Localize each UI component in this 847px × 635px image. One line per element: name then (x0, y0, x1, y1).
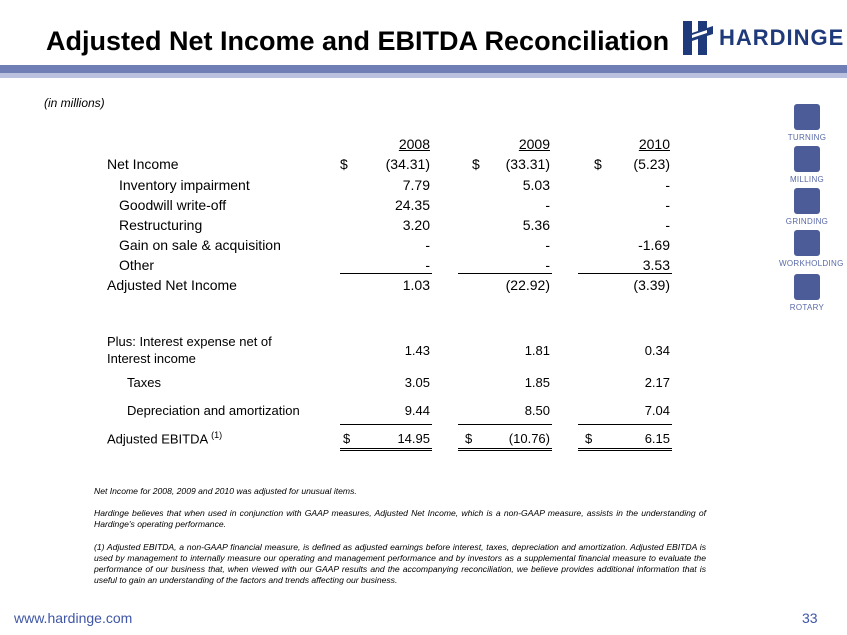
total-rule (458, 450, 552, 451)
row-value: - (545, 237, 550, 253)
row-label: Other (119, 257, 155, 273)
row-label: Plus: Interest expense net of (107, 334, 272, 349)
currency-sign: $ (472, 156, 480, 172)
row-value: 6.15 (644, 431, 670, 446)
row-value: (3.39) (633, 277, 670, 293)
row-value: 0.34 (644, 343, 670, 358)
ebitda-label: Adjusted EBITDA (107, 431, 208, 447)
year-header: 2008 (398, 136, 430, 152)
currency-sign: $ (594, 156, 602, 172)
row-value: - (545, 257, 550, 273)
row-value: - (425, 237, 430, 253)
subtotal-rule (458, 273, 552, 274)
row-label (107, 430, 222, 446)
year-header: 2009 (518, 136, 550, 152)
header-band (0, 65, 847, 73)
side-item-milling[interactable]: MILLING (779, 146, 835, 184)
row-label: Interest income (107, 351, 196, 366)
row-value: 24.35 (394, 197, 430, 213)
row-value: - (545, 197, 550, 213)
units-note: (in millions) (44, 96, 105, 110)
milling-icon (794, 146, 820, 172)
row-value: (34.31) (385, 156, 430, 172)
row-value: (33.31) (505, 156, 550, 172)
currency-sign: $ (585, 431, 593, 446)
hardinge-logo[interactable] (683, 20, 844, 56)
page-number: 33 (802, 610, 818, 626)
row-value: 7.79 (402, 177, 430, 193)
row-label: Depreciation and amortization (127, 403, 300, 418)
row-value: 5.03 (522, 177, 550, 193)
row-value: 3.53 (642, 257, 670, 273)
side-item-turning[interactable]: TURNING (779, 104, 835, 142)
page-title: Adjusted Net Income and EBITDA Reconciliation (46, 26, 670, 56)
row-label: Adjusted Net Income (107, 277, 237, 293)
row-value: 3.05 (404, 375, 430, 390)
subtotal-rule (340, 424, 432, 425)
side-item-rotary[interactable]: ROTARY (779, 274, 835, 312)
side-item-grinding[interactable]: GRINDING (779, 188, 835, 226)
row-label: Net Income (107, 156, 179, 172)
row-value: - (665, 217, 670, 233)
row-value: 1.85 (524, 375, 550, 390)
note-adjusted: Net Income for 2008, 2009 and 2010 was adjusted for unusual items. (94, 486, 357, 496)
side-item-workholding[interactable]: WORKHOLDING (779, 230, 835, 268)
row-value: - (665, 177, 670, 193)
logo-text: HARDINGE (719, 25, 845, 50)
row-value: (10.76) (508, 431, 550, 446)
row-label: Restructuring (119, 217, 203, 233)
row-value: 3.20 (402, 217, 430, 233)
workholding-icon (794, 230, 820, 256)
note-ebitda-definition: (1) Adjusted EBITDA, a non-GAAP financial measure, is defined as adjusted earnings before interest, taxes, depreciation and amortization. Adjusted EBITDA is used by management to internally measure our operating and management performance and by investors as a supplemental financial measure to evaluate the performance of our business that, when viewed with our GAAP results and the accompanying reconciliation, we believe provides additional information that is useful to gain an understanding of the factors and trends affecting our business. (94, 542, 706, 585)
row-value: - (425, 257, 430, 273)
row-value: 1.03 (402, 277, 430, 293)
hardinge-logo-icon (683, 21, 713, 55)
total-rule (458, 448, 552, 449)
year-header: 2010 (638, 136, 670, 152)
currency-sign: $ (343, 431, 351, 446)
row-value: 1.81 (524, 343, 550, 358)
row-value: 9.44 (404, 403, 430, 418)
row-value: 2.17 (644, 375, 670, 390)
row-value: 7.04 (644, 403, 670, 418)
footnote-ref: (1) (211, 430, 223, 440)
subtotal-rule (578, 424, 672, 425)
turning-icon (794, 104, 820, 130)
note-non-gaap: Hardinge believes that when used in conjunction with GAAP measures, Adjusted Net Income, which is a non-GAAP measure, assists in the understanding of Hardinge's operating performance. (94, 508, 706, 529)
total-rule (578, 448, 672, 449)
subtotal-rule (458, 424, 552, 425)
total-rule (578, 450, 672, 451)
row-value: -1.69 (638, 237, 670, 253)
row-value: 1.43 (404, 343, 430, 358)
row-label: Goodwill write-off (119, 197, 227, 213)
row-label: Inventory impairment (119, 177, 250, 193)
currency-sign: $ (340, 156, 348, 172)
total-rule (340, 450, 432, 451)
rotary-icon (794, 274, 820, 300)
row-value: (5.23) (633, 156, 670, 172)
subtotal-rule (578, 273, 672, 274)
row-value: (22.92) (505, 277, 550, 293)
row-label: Gain on sale & acquisition (119, 237, 281, 253)
row-value: 14.95 (397, 431, 430, 446)
row-value: 8.50 (524, 403, 550, 418)
currency-sign: $ (465, 431, 473, 446)
row-value: 5.36 (522, 217, 550, 233)
total-rule (340, 448, 432, 449)
subtotal-rule (340, 273, 432, 274)
row-value: - (665, 197, 670, 213)
footer-link[interactable]: www.hardinge.com (14, 610, 133, 626)
grinding-icon (794, 188, 820, 214)
header-band-light (0, 73, 847, 78)
row-label: Taxes (127, 375, 161, 390)
